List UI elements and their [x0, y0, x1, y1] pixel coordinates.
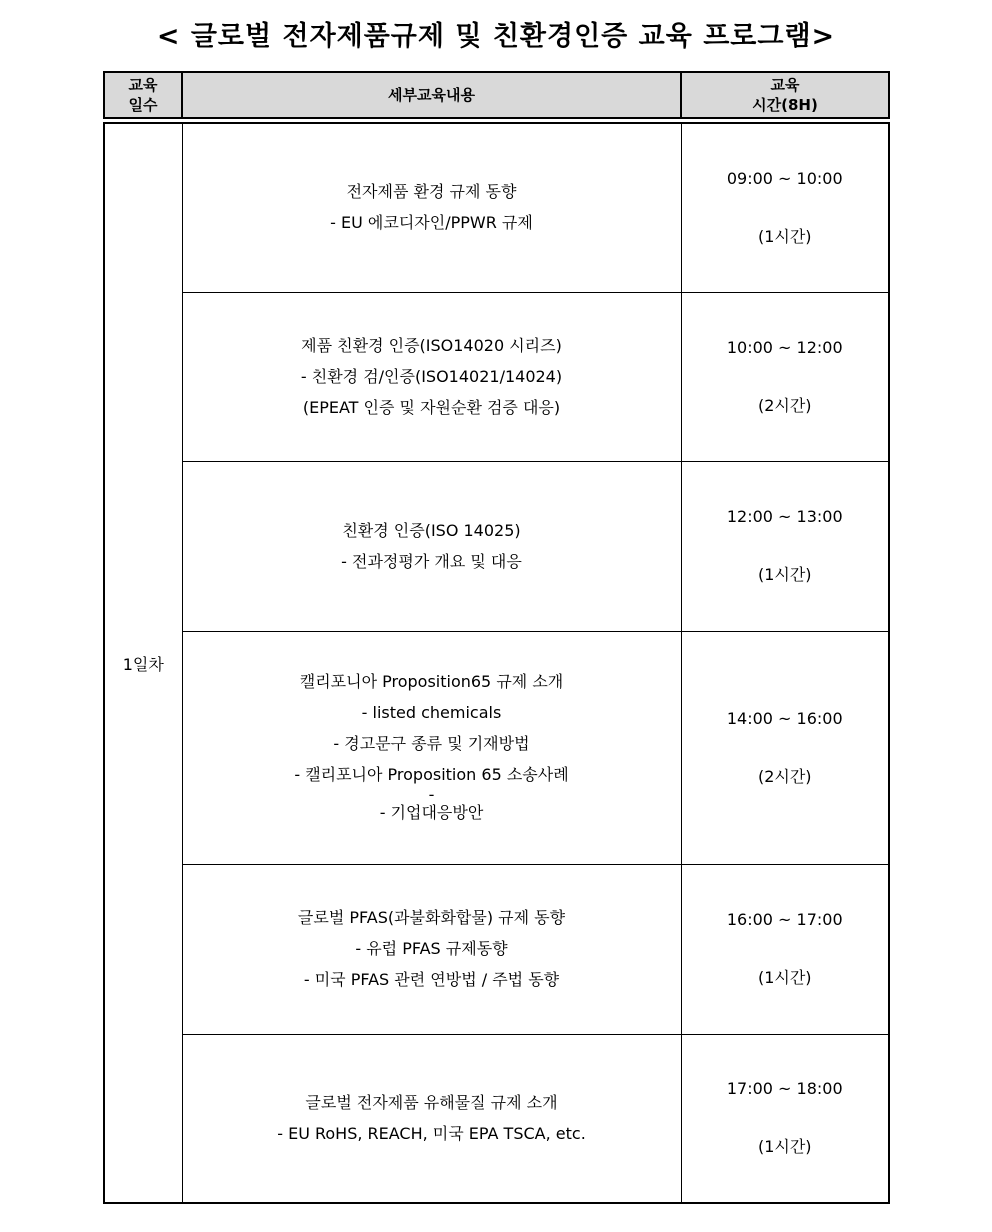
- session-content: [182, 123, 681, 292]
- content-line: - 캘리포니아 Proposition 65 소송사례: [294, 765, 569, 784]
- session-time: [681, 631, 889, 864]
- content-line: 글로벌 PFAS(과불화화합물) 규제 동향: [297, 908, 566, 927]
- session-content: [182, 1034, 681, 1203]
- content-line: - 친환경 검/인증(ISO14021/14024): [300, 366, 563, 386]
- table-row: [104, 123, 889, 292]
- content-line: - 미국 PFAS 관련 연방법 / 주법 동향: [303, 970, 560, 989]
- day-label: 1일차: [104, 123, 182, 1203]
- table-row: [104, 292, 889, 461]
- session-content: [182, 292, 681, 461]
- time-duration: (2시간): [757, 766, 812, 786]
- page-title: < 글로벌 전자제품규제 및 친환경인증 교육 프로그램>: [156, 21, 836, 52]
- table-row: [104, 631, 889, 864]
- header-time: [681, 72, 889, 118]
- table-row: [104, 1034, 889, 1203]
- table-header-row: [104, 72, 889, 118]
- time-duration: (1시간): [757, 1137, 812, 1157]
- time-duration: (1시간): [757, 968, 812, 987]
- time-duration: (1시간): [757, 226, 812, 246]
- content-line: 캘리포니아 Proposition65 규제 소개: [299, 672, 564, 691]
- content-line: - EU 에코디자인/PPWR 규제: [330, 213, 533, 233]
- content-line: - 전과정평가 개요 및 대응: [341, 551, 522, 571]
- content-line: 제품 친환경 인증(ISO14020 시리즈): [301, 335, 562, 355]
- time-range: 17:00 ~ 18:00: [726, 1079, 843, 1099]
- session-time: [681, 292, 889, 461]
- content-line: - 유럽 PFAS 규제동향: [355, 939, 508, 958]
- header-days-line1: 교육: [128, 76, 158, 94]
- session-time: [681, 123, 889, 292]
- content-line: 글로벌 전자제품 유해물질 규제 소개: [305, 1092, 558, 1112]
- time-duration: (1시간): [757, 565, 812, 584]
- session-time: [681, 1034, 889, 1203]
- program-table: [103, 71, 890, 1204]
- content-line: - listed chemicals: [361, 703, 502, 722]
- header-days: [104, 72, 182, 118]
- session-content: [182, 631, 681, 864]
- time-range: 09:00 ~ 10:00: [726, 168, 843, 188]
- header-time-line1: 교육: [770, 76, 800, 94]
- header-days-line2: 일수: [128, 96, 158, 114]
- header-time-line2: 시간(8H): [752, 96, 818, 114]
- content-line: - 경고문구 종류 및 기재방법: [333, 734, 530, 753]
- content-line: 전자제품 환경 규제 동향: [346, 182, 517, 202]
- time-range: 14:00 ~ 16:00: [726, 708, 843, 728]
- session-time: [681, 461, 889, 631]
- time-duration: (2시간): [757, 395, 812, 415]
- content-line: 친환경 인증(ISO 14025): [342, 520, 521, 540]
- content-line: -: [428, 785, 435, 804]
- header-content: 세부교육내용: [182, 72, 681, 118]
- session-content: [182, 461, 681, 631]
- session-time: [681, 864, 889, 1034]
- time-range: 10:00 ~ 12:00: [726, 337, 843, 357]
- content-line: - 기업대응방안: [379, 803, 484, 822]
- time-range: 12:00 ~ 13:00: [726, 507, 843, 526]
- table-row: [104, 864, 889, 1034]
- content-line: - EU RoHS, REACH, 미국 EPA TSCA, etc.: [277, 1123, 586, 1143]
- time-range: 16:00 ~ 17:00: [726, 910, 843, 929]
- content-line: (EPEAT 인증 및 자원순환 검증 대응): [302, 397, 561, 417]
- session-content: [182, 864, 681, 1034]
- table-row: [104, 461, 889, 631]
